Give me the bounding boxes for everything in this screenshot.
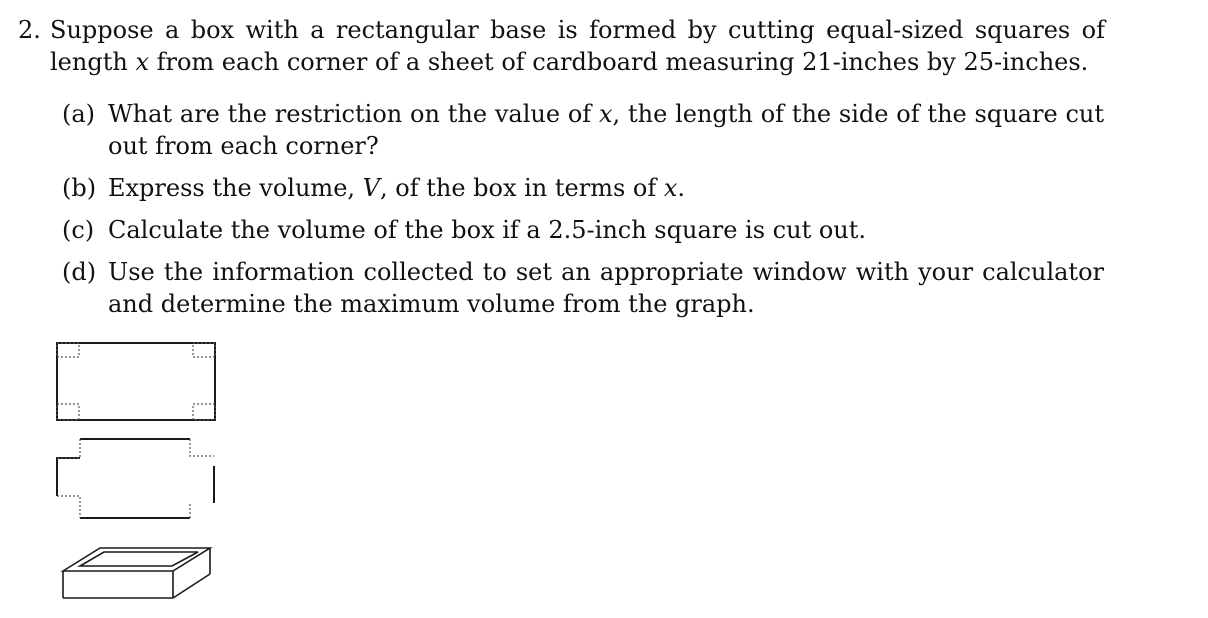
stem-text-2: from each corner of a sheet of cardboard measuring 21-inches by 25-inches. [148, 48, 1089, 76]
part-b-variable-v: V [362, 174, 380, 202]
part-b-text-3: . [677, 174, 686, 202]
corner-square-bottom-left [57, 404, 79, 420]
part-a-variable-x: x [599, 100, 613, 128]
open-box-diagram [63, 548, 210, 598]
figures-svg [52, 338, 222, 608]
box-inner-floor [80, 552, 198, 566]
part-c-text: Calculate the volume of the box if a 2.5-inch square is cut out. [108, 216, 867, 244]
part-b-label: (b) [62, 174, 97, 202]
part-d [62, 256, 1118, 320]
problem-number: 2. [18, 16, 41, 44]
corner-square-top-right [193, 343, 215, 357]
part-a-text-2: , the length of the side of the square cut out from each corner? [108, 100, 1105, 160]
problem-parts [62, 98, 1118, 320]
part-a-text [108, 98, 1104, 162]
corner-square-bottom-right [193, 404, 215, 420]
stem-text-1: Suppose a box with a rectangular base is formed by cutting equal-sized squares of length [50, 16, 1105, 76]
problem-stem [50, 14, 1105, 78]
part-a [62, 98, 1118, 162]
part-d-text: Use the information collected to set an appropriate window with your calculator and determine the maximum volume from the graph. [108, 258, 1104, 318]
problem-statement [18, 14, 1118, 78]
folding-sheet-diagram [57, 439, 214, 518]
flat-sheet-diagram [57, 343, 215, 420]
box-bottom-right-edge [173, 574, 210, 598]
part-b [62, 172, 1118, 204]
part-a-label: (a) [62, 100, 96, 128]
problem-2 [18, 14, 1118, 330]
cut-edges-dotted [57, 439, 214, 518]
part-b-variable-x: x [663, 174, 678, 202]
part-b-text [108, 172, 1104, 204]
part-b-text-1: Express the volume, [108, 174, 363, 202]
corner-square-top-left [57, 343, 79, 357]
stem-variable-x: x [135, 48, 149, 76]
box-construction-figures [52, 338, 222, 608]
part-b-text-2: , of the box in terms of [380, 174, 664, 202]
part-c-label: (c) [62, 216, 95, 244]
sheet-outline [57, 343, 215, 420]
part-d-label: (d) [62, 258, 97, 286]
part-a-text-1: What are the restriction on the value of [108, 100, 599, 128]
part-c [62, 214, 1118, 246]
